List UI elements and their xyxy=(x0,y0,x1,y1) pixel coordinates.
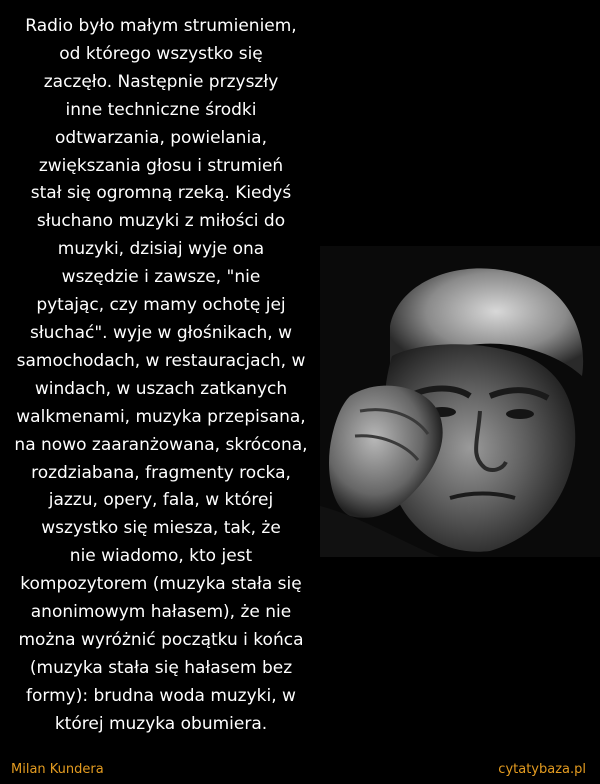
portrait-image xyxy=(320,246,600,557)
quote-line: zwiększania głosu i strumień xyxy=(38,155,284,176)
quote-line: pytając, czy mamy ochotę jej xyxy=(36,295,286,316)
quote-line: anonimowym hałasem), że nie xyxy=(30,602,292,623)
quote-line: na nowo zaaranżowana, skrócona, xyxy=(14,434,308,455)
quote-line: (muzyka stała się hałasem bez xyxy=(29,657,293,678)
quote-line: formy): brudna woda muzyki, w xyxy=(26,685,296,706)
quote-line: odtwarzania, powielania, xyxy=(55,127,267,148)
quote-line: muzyki, dzisiaj wyje ona xyxy=(57,239,265,260)
site-link[interactable]: cytatybaza.pl xyxy=(498,762,586,777)
quote-line: nie wiadomo, kto jest xyxy=(69,546,253,567)
quote-line: której muzyka obumiera. xyxy=(54,713,268,734)
quote-line: słuchano muzyki z miłości do xyxy=(36,211,286,232)
quote-line: jazzu, opery, fala, w której xyxy=(48,490,274,511)
quote-line: windach, w uszach zatkanych xyxy=(34,378,288,399)
quote-line: walkmenami, muzyka przepisana, xyxy=(16,406,306,427)
author-name: Milan Kundera xyxy=(11,762,104,777)
quote-line: samochodach, w restauracjach, w xyxy=(16,350,306,371)
quote-line: rozdziabana, fragmenty rocka, xyxy=(31,462,291,483)
quote-text xyxy=(6,13,316,739)
quote-line: inne techniczne środki xyxy=(65,99,257,120)
author-portrait xyxy=(320,246,600,557)
quote-line: od którego wszystko się xyxy=(59,43,263,64)
quote-line: można wyróżnić początku i końca xyxy=(18,629,304,650)
quote-line: wszędzie i zawsze, "nie xyxy=(61,267,261,288)
quote-line: słuchać". wyje w głośnikach, w xyxy=(29,322,292,343)
quote-line: wszystko się miesza, tak, że xyxy=(41,518,281,539)
quote-line: stał się ogromną rzeką. Kiedyś xyxy=(30,183,292,204)
quote-line: zaczęło. Następnie przyszły xyxy=(43,71,279,92)
quote-line: kompozytorem (muzyka stała się xyxy=(20,574,302,595)
quote-line: Radio było małym strumieniem, xyxy=(25,16,297,36)
